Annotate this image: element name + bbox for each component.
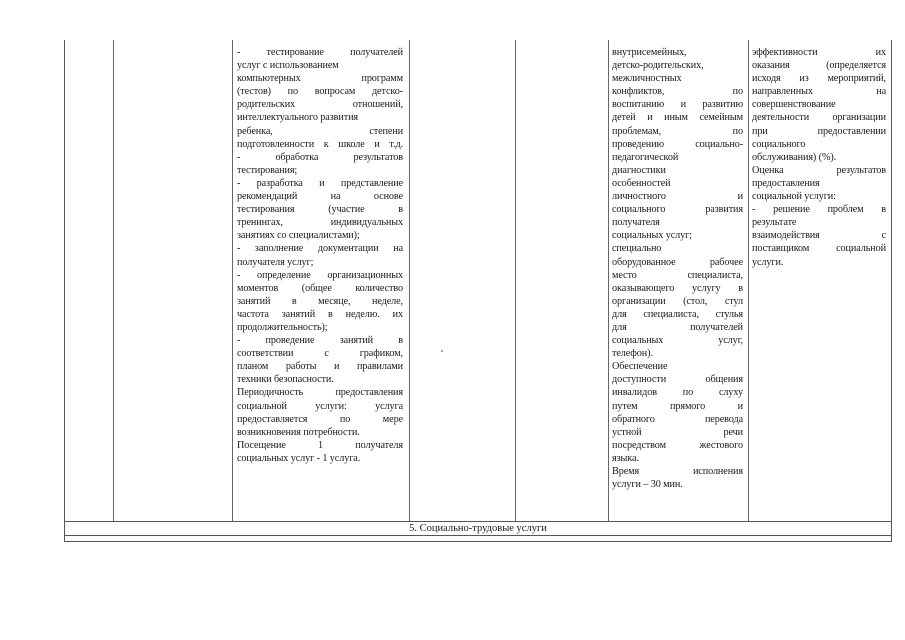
text-line: для получателей [612,321,743,333]
text-line: социального [752,138,806,150]
text-line: получателя услуг; [237,256,314,268]
text-line: оказывающего услугу в [612,282,743,294]
section-title: 5. Социально-трудовые услуги [409,523,547,534]
column-divider [409,40,410,521]
text-line: воспитанию и развитию [612,99,743,111]
scan-speck [441,350,443,352]
text-line: моментов (общее количество [237,282,403,294]
text-line: поставщиком социальной [752,243,886,255]
text-line: проблемам, по [612,125,743,137]
text-line: возникновения потребности. [237,426,360,438]
text-line: тестирования (участие в [237,204,403,216]
text-line: социальных услуг; [612,230,692,242]
text-line: оказания (определяется [752,60,886,72]
text-line: получателя [612,217,660,229]
text-line: личностного и [612,191,743,203]
column-divider [608,40,609,521]
text-line: Оценка результатов [752,164,886,176]
text-line: детей и иным семейным [612,112,743,124]
service-quality-cell [752,46,886,269]
text-line: деятельности организации [752,112,886,124]
text-line: социальной услуги: [752,191,836,203]
column-divider [232,40,233,521]
text-line: - решение проблем в [752,204,886,216]
text-line: предоставляется по мере [237,413,403,425]
column-divider [748,40,749,521]
text-line: диагностики [612,164,666,176]
column-divider [515,40,516,521]
text-line: внутрисемейных, [612,47,687,58]
text-line: техники безопасности. [237,374,334,386]
text-line: телефон). [612,348,653,360]
text-line: социального развития [612,204,743,216]
text-line: предоставления [752,177,820,189]
text-line: продолжительность); [237,321,328,333]
section-heading-row [65,522,891,535]
text-line: взаимодействия с [752,230,886,242]
text-line: Периодичность предоставления [237,387,403,399]
text-line: особенностей [612,177,671,189]
text-line: оборудованное рабочее [612,256,743,268]
text-line: при предоставлении [752,125,886,137]
text-line: услуги. [752,256,784,268]
text-line: (тестов) по вопросам детско- [237,86,403,98]
service-conditions-cell [612,46,743,491]
text-line: исходя из мероприятий, [752,73,886,85]
text-line: - определение организационных [237,269,403,281]
services-table [64,40,892,542]
text-line: специально [612,243,662,255]
text-line: доступности общения [612,374,743,386]
text-line: обслуживания) (%). [752,151,837,163]
text-line: направленных на [752,86,886,98]
text-line: эффективности их [752,47,886,58]
text-line: - заполнение документации на [237,243,403,255]
text-line: Обеспечение [612,361,668,373]
text-line: конфликтов, по [612,86,743,98]
text-line: социальных услуг - 1 услуга. [237,452,361,464]
text-line: совершенствование [752,99,836,111]
service-description-cell [237,46,403,465]
text-line: тестирования; [237,164,298,176]
text-line: место специалиста, [612,269,743,281]
text-line: устной речи [612,426,743,438]
text-line: - разработка и представление [237,177,403,189]
text-line: Посещение 1 получателя [237,439,403,451]
text-line: - проведение занятий в [237,335,403,347]
text-line: организации (стол, стул [612,295,743,307]
text-line: инвалидов по слуху [612,387,743,399]
text-line: соответствии с графиком, [237,348,403,360]
text-line: языка. [612,452,639,464]
text-line: интеллектуального развития [237,112,359,124]
text-line: родительских отношений, [237,99,403,111]
text-line: педагогической [612,151,679,163]
text-line: частота занятий в неделю. их [237,308,403,320]
text-line: результате [752,217,797,229]
column-divider [113,40,114,521]
text-line: ребенка, степени [237,125,403,137]
text-line: обратного перевода [612,413,743,425]
text-line: рекомендаций на основе [237,191,403,203]
text-line: социальных услуг, [612,335,743,347]
text-line: социальной услуги: услуга [237,400,403,412]
text-line: занятий в месяце, неделе, [237,295,403,307]
text-line: тренингах, индивидуальных [237,217,403,229]
text-line: занятиях со специалистами); [237,230,360,242]
text-line: - тестирование получателей [237,47,403,58]
text-line: компьютерных программ [237,73,403,85]
text-line: детско-родительских, [612,60,704,72]
text-line: услуги – 30 мин. [612,479,683,491]
text-line: услуг с использованием [237,60,339,72]
text-line: посредством жестового [612,439,743,451]
text-line: межличностных [612,73,682,85]
text-line: путем прямого и [612,400,743,412]
text-line: для специалиста, стулья [612,308,743,320]
text-line: планом работы и правилами [237,361,403,373]
text-line: подготовленности к школе и т.д. [237,138,403,150]
text-line: Время исполнения [612,466,743,477]
row-divider [65,535,891,536]
text-line: - обработка результатов [237,151,403,163]
text-line: проведению социально- [612,138,743,150]
